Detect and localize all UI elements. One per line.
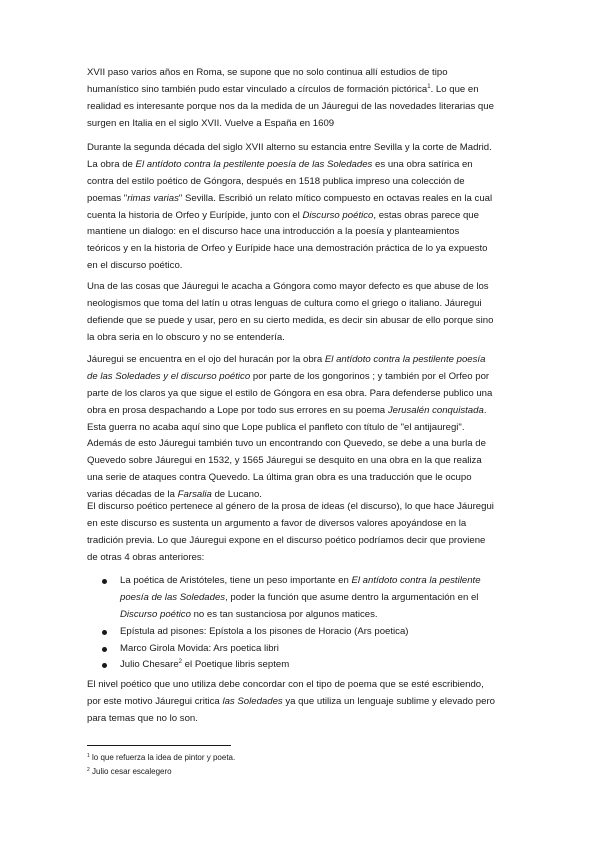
text-span: La poética de Aristóteles, tiene un peso importante en <box>120 575 352 586</box>
text-line <box>120 607 517 624</box>
text-line: defiende que se puede y usar, pero en su cierto medida, es decir sin abusar de ello porque sino <box>87 314 494 326</box>
work-title: rimas varias <box>127 192 179 204</box>
paragraph-4 <box>87 352 517 504</box>
work-title: Discurso poético <box>302 209 374 221</box>
text-line: parte de los claros ya que sigue el estilo de Góngora en esa obra. Para defenderse publico una <box>87 387 493 399</box>
text-line <box>87 694 517 711</box>
text-line <box>87 369 517 386</box>
text-line: de otras 4 obras anteriores: <box>87 551 205 563</box>
text-span: humanístico sino también pudo estar vinculado a círculos de formación pictórica <box>87 83 428 95</box>
footnote-1 <box>87 752 235 764</box>
text-line: teóricos y en la historia de Orfeo y Eurípide hace una demostración práctica de lo ya expuesto <box>87 243 488 255</box>
list-item <box>87 624 517 641</box>
work-title: El antídoto contra la pestilente <box>351 575 481 586</box>
text-span: por parte de los gongorinos ; y también por el Orfeo por <box>250 370 490 382</box>
text-line: Además de esto Jáuregui también tuvo un encontrando con Quevedo, se debe a una burla de <box>87 438 486 450</box>
text-span: no es tan sustanciosa por algunos matices. <box>190 608 378 620</box>
text-line: Esta guerra no acaba aquí sino que Lope publica el panfleto con título de "el antijauregi". <box>87 421 465 433</box>
text-line <box>87 352 517 369</box>
text-span: , estas obras parece que <box>373 209 479 221</box>
text-line: Una de las cosas que Jáuregui le acacha a Góngora como mayor defecto es que abuse de los <box>87 281 489 292</box>
bullet-icon <box>101 657 111 674</box>
text-line <box>120 590 517 607</box>
text-line: Epístula ad pisones: Epístola a los pisones de Horacio (Ars poetica) <box>120 625 409 637</box>
paragraph-2 <box>87 140 517 275</box>
paragraph-1 <box>87 65 517 133</box>
text-span: cuenta la historia de Orfeo y Eurípide, junto con el <box>87 209 303 221</box>
text-line: tradición previa. Lo que Jáuregui expone en el discurso poético podríamos decir que proviene <box>87 534 486 546</box>
text-line: mantiene un dialogo: en el discurso hace una introducción a la poesía y planteamientos <box>87 226 460 238</box>
text-line: neologismos que toma del latín u otras lenguas de cultura como el griego o italiano. Jáuregui <box>87 297 482 309</box>
text-line: Durante la segunda década del siglo XVII alterno su estancia entre Sevilla y la corte de Madrid. <box>87 142 492 153</box>
text-line <box>87 208 517 225</box>
text-span: por este motivo Jáuregui critica <box>87 695 223 707</box>
text-span: . <box>483 404 487 416</box>
footnote-divider <box>87 745 231 746</box>
text-span: el Poetique libris septem <box>182 659 290 671</box>
text-span: poemas " <box>87 192 128 204</box>
footnote-ref-2[interactable]: 2 <box>178 659 183 666</box>
work-title: las Soledades <box>222 695 283 707</box>
text-line: una serie de ataques contra Quevedo. La última gran obra es una traducción que le ocupo <box>87 472 472 484</box>
footnote-ref-1[interactable]: 1 <box>427 83 431 90</box>
text-span: obra en prosa despachando a Lope por todo sus errores en su poema <box>87 404 388 416</box>
bullet-icon <box>101 624 111 641</box>
paragraph-6 <box>87 677 517 728</box>
text-line <box>120 657 517 674</box>
text-line <box>87 82 517 99</box>
footnote-text: lo que refuerza la idea de pintor y poeta. <box>89 753 236 762</box>
text-span: . Lo que en <box>430 83 479 95</box>
text-line <box>87 191 517 208</box>
list-item <box>87 573 517 624</box>
text-line: la obra seria en lo obscuro y no se entendería. <box>87 331 285 343</box>
work-title: Jerusalén conquistada <box>387 404 484 416</box>
text-span: La obra de <box>87 158 136 170</box>
text-line: Marco Girola Movida: Ars poetica libri <box>120 642 279 654</box>
text-line: XVII paso varios años en Roma, se supone que no solo continua allí estudios de tipo <box>87 67 448 78</box>
text-line: Quevedo sobre Jáuregui en 1532, y 1565 Jáuregui se desquito en una obra en la que realiza <box>87 455 482 467</box>
work-title: de las Soledades y el discurso poético <box>87 370 251 382</box>
list-item <box>87 657 517 674</box>
text-span: es una obra satírica en <box>372 158 473 170</box>
list-item <box>87 641 517 658</box>
footnote-number: 1 <box>87 753 90 759</box>
text-line <box>120 573 517 590</box>
text-line <box>87 157 517 174</box>
text-span: ya que utiliza un lenguaje sublime y elevado pero <box>282 695 495 707</box>
text-line: en este discurso es sustenta un argumento a favor de diversos valores apoyándose en la <box>87 517 467 529</box>
text-span: de Lucano. <box>211 489 262 501</box>
paragraph-3 <box>87 279 517 347</box>
sources-list <box>87 573 517 674</box>
footnote-2 <box>87 766 172 778</box>
work-title: El antídoto contra la pestilente poesía de las Soledades <box>135 158 373 170</box>
bullet-icon <box>101 641 111 658</box>
text-line: en el discurso poético. <box>87 260 183 272</box>
text-line: surgen en Italia en el siglo XVII. Vuelve a España en 1609 <box>87 117 335 129</box>
footnote-number: 2 <box>87 767 90 773</box>
text-span: " Sevilla. Escribió un relato mítico compuesto en octavas reales en la cual <box>178 192 493 204</box>
text-span: , poder la función que asume dentro la argumentación en el <box>225 591 479 603</box>
footnote-text: Julio cesar escalegero <box>89 767 172 776</box>
work-title: Farsalia <box>177 489 212 501</box>
bullet-icon <box>101 573 111 590</box>
text-line: El nivel poético que uno utiliza debe concordar con el tipo de poema que se esté escribiendo, <box>87 679 484 690</box>
text-line: contra del estilo poético de Góngora, después en 1518 publica impreso una colección de <box>87 175 465 187</box>
paragraph-5 <box>87 499 517 567</box>
text-span: varias décadas de la <box>87 489 178 501</box>
text-span: Jáuregui se encuentra en el ojo del huracán por la obra <box>87 354 325 365</box>
work-title: El antídoto contra la pestilente poesía <box>324 354 486 365</box>
text-line <box>87 403 517 420</box>
work-title: Discurso poético <box>120 608 191 620</box>
text-line: El discurso poético pertenece al género de la prosa de ideas (el discurso), lo que hace Jáuregui <box>87 501 494 512</box>
text-line: para temas que no lo son. <box>87 712 198 724</box>
text-line: realidad es interesante porque nos da la medida de un Jáuregui de las novedades literarias que <box>87 100 494 112</box>
work-title: poesía de las Soledades <box>120 591 226 603</box>
text-span: Julio Chesare <box>120 659 179 671</box>
